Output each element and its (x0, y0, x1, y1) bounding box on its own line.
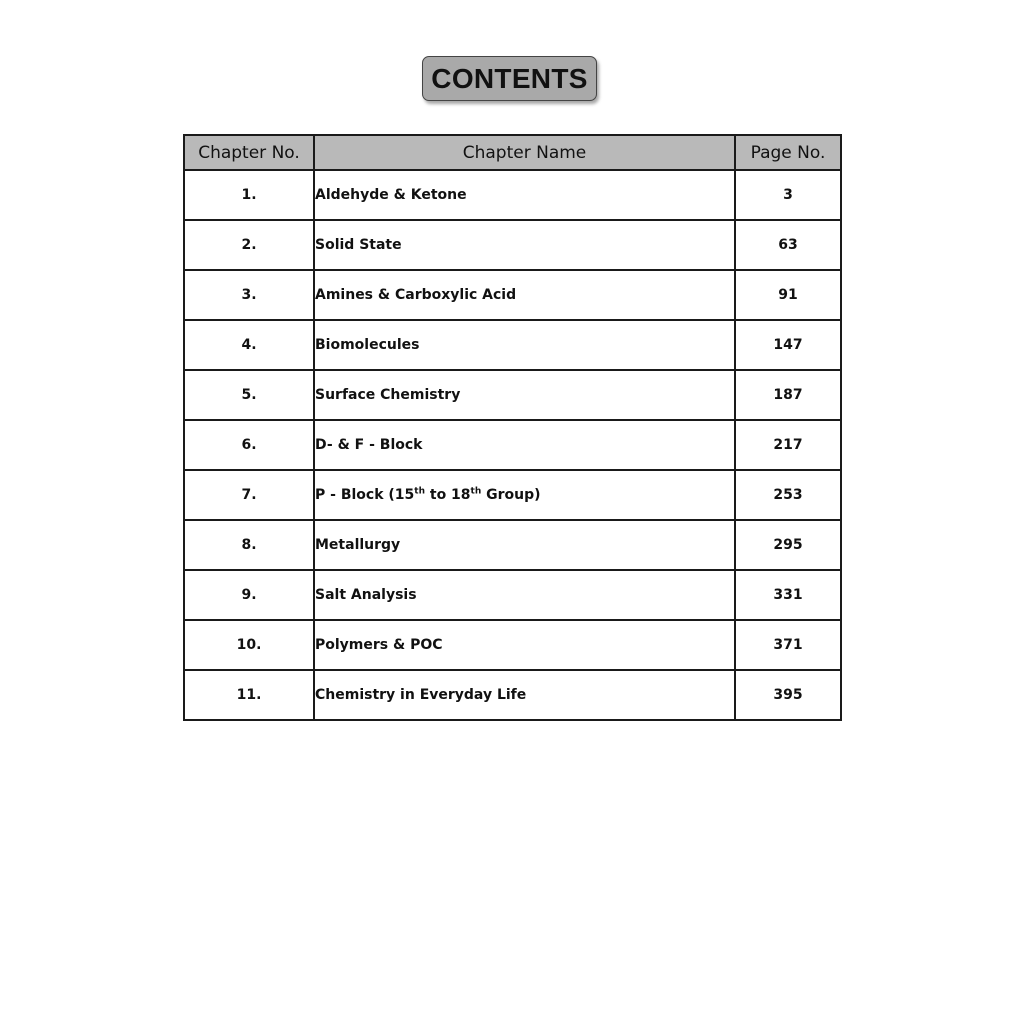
chapter-name: Solid State (314, 220, 735, 270)
chapter-name: Surface Chemistry (314, 370, 735, 420)
chapter-name: Metallurgy (314, 520, 735, 570)
chapter-name (314, 470, 735, 520)
table-row (184, 620, 841, 670)
table-row (184, 470, 841, 520)
chapter-name: D- & F - Block (314, 420, 735, 470)
page-number: 331 (735, 570, 841, 620)
table-row (184, 320, 841, 370)
page-number: 147 (735, 320, 841, 370)
contents-table (183, 134, 842, 721)
page-number: 253 (735, 470, 841, 520)
chapter-number: 7. (184, 470, 314, 520)
page-number: 63 (735, 220, 841, 270)
chapter-number: 10. (184, 620, 314, 670)
chapter-name-part: to 18 (425, 487, 471, 503)
page-number: 3 (735, 170, 841, 220)
table-row (184, 520, 841, 570)
header-chapter-name: Chapter Name (314, 135, 735, 170)
table-row (184, 370, 841, 420)
page-number: 395 (735, 670, 841, 720)
ordinal-superscript: th (414, 486, 425, 497)
chapter-number: 11. (184, 670, 314, 720)
page-number: 91 (735, 270, 841, 320)
page-number: 295 (735, 520, 841, 570)
chapter-number: 9. (184, 570, 314, 620)
table-row (184, 420, 841, 470)
page-number: 187 (735, 370, 841, 420)
chapter-number: 3. (184, 270, 314, 320)
chapter-name: Salt Analysis (314, 570, 735, 620)
page-title: CONTENTS (431, 62, 588, 94)
chapter-name: Polymers & POC (314, 620, 735, 670)
table-row (184, 270, 841, 320)
chapter-number: 1. (184, 170, 314, 220)
header-page-no: Page No. (735, 135, 841, 170)
page-number: 371 (735, 620, 841, 670)
table-row (184, 170, 841, 220)
table-row (184, 670, 841, 720)
chapter-name: Chemistry in Everyday Life (314, 670, 735, 720)
chapter-number: 4. (184, 320, 314, 370)
ordinal-superscript: th (470, 486, 482, 497)
table-header-row (184, 135, 841, 170)
page-number: 217 (735, 420, 841, 470)
table-row (184, 570, 841, 620)
chapter-number: 8. (184, 520, 314, 570)
chapter-name: Biomolecules (314, 320, 735, 370)
chapter-name: Aldehyde & Ketone (314, 170, 735, 220)
chapter-name-part: Group) (481, 487, 541, 503)
chapter-name-part: P - Block (15 (315, 487, 415, 503)
header-chapter-no: Chapter No. (184, 135, 314, 170)
table-row (184, 220, 841, 270)
chapter-number: 2. (184, 220, 314, 270)
chapter-name: Amines & Carboxylic Acid (314, 270, 735, 320)
chapter-number: 5. (184, 370, 314, 420)
contents-title-box (422, 56, 597, 101)
chapter-number: 6. (184, 420, 314, 470)
